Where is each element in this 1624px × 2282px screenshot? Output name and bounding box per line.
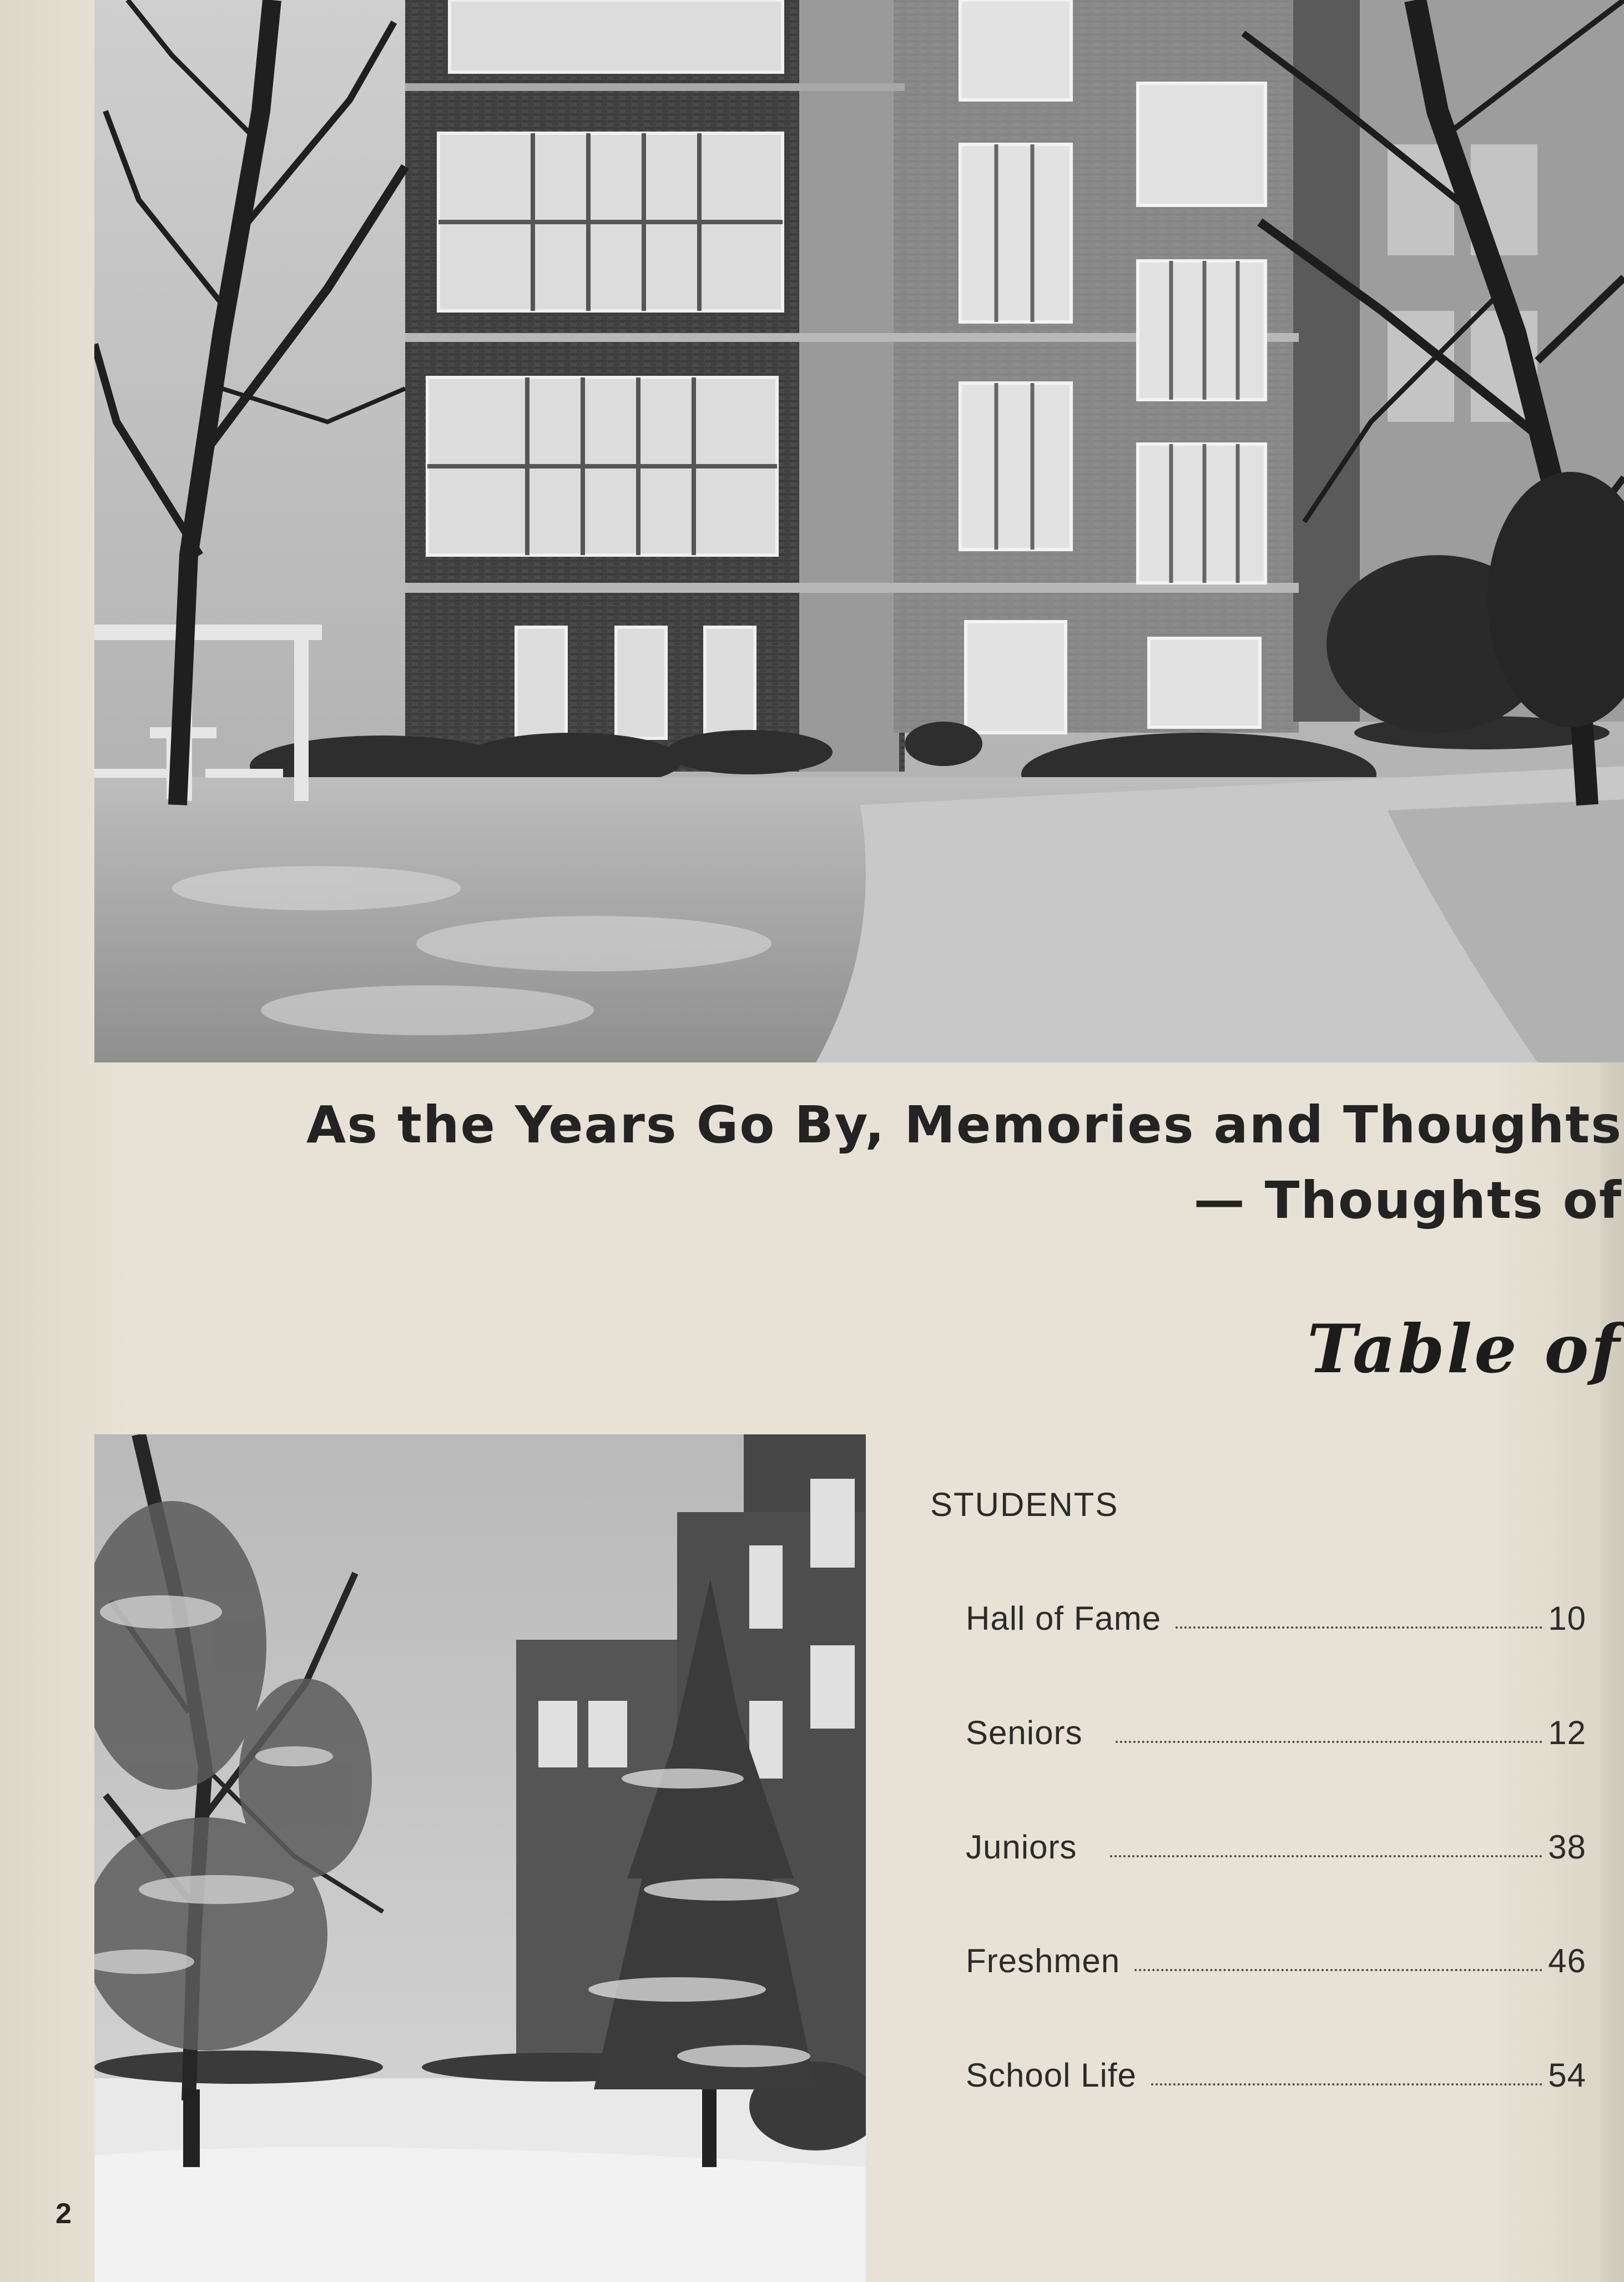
- snowy-courtyard-photo: [94, 1434, 866, 2282]
- toc-entry: [966, 1816, 1586, 1866]
- toc-entry-label: Seniors: [966, 1714, 1083, 1751]
- dot-leader: [1116, 1741, 1542, 1743]
- toc-entry: [966, 1702, 1586, 1752]
- toc-entry: [966, 2044, 1586, 2094]
- toc-entry-page: 38: [1548, 1828, 1586, 1866]
- table-of-contents-title: Table of: [1307, 1310, 1622, 1388]
- school-building-photo: [94, 0, 1624, 1062]
- dot-leader: [1151, 2083, 1542, 2085]
- section-heading-students: STUDENTS: [930, 1486, 1119, 1523]
- dot-leader: [1110, 1855, 1542, 1857]
- toc-entry-page: 46: [1548, 1942, 1586, 1979]
- toc-entry-label: School Life: [966, 2057, 1137, 2094]
- toc-entry: [966, 1588, 1586, 1638]
- toc-entry-label: Hall of Fame: [966, 1600, 1162, 1637]
- toc-entry-page: 10: [1548, 1600, 1586, 1637]
- dot-leader: [1134, 1969, 1542, 1971]
- toc-entry-label: Juniors: [966, 1828, 1077, 1866]
- toc-entry: [966, 1930, 1586, 1980]
- page-number: 2: [56, 2198, 72, 2230]
- toc-entry-label: Freshmen: [966, 1942, 1121, 1979]
- dot-leader: [1176, 1626, 1542, 1629]
- toc-entry-page: 54: [1548, 2057, 1586, 2094]
- toc-entry-page: 12: [1548, 1714, 1586, 1751]
- headline-line-1: As the Years Go By, Memories and Thoughts: [306, 1095, 1622, 1155]
- headline-line-2: — Thoughts of: [1193, 1171, 1622, 1230]
